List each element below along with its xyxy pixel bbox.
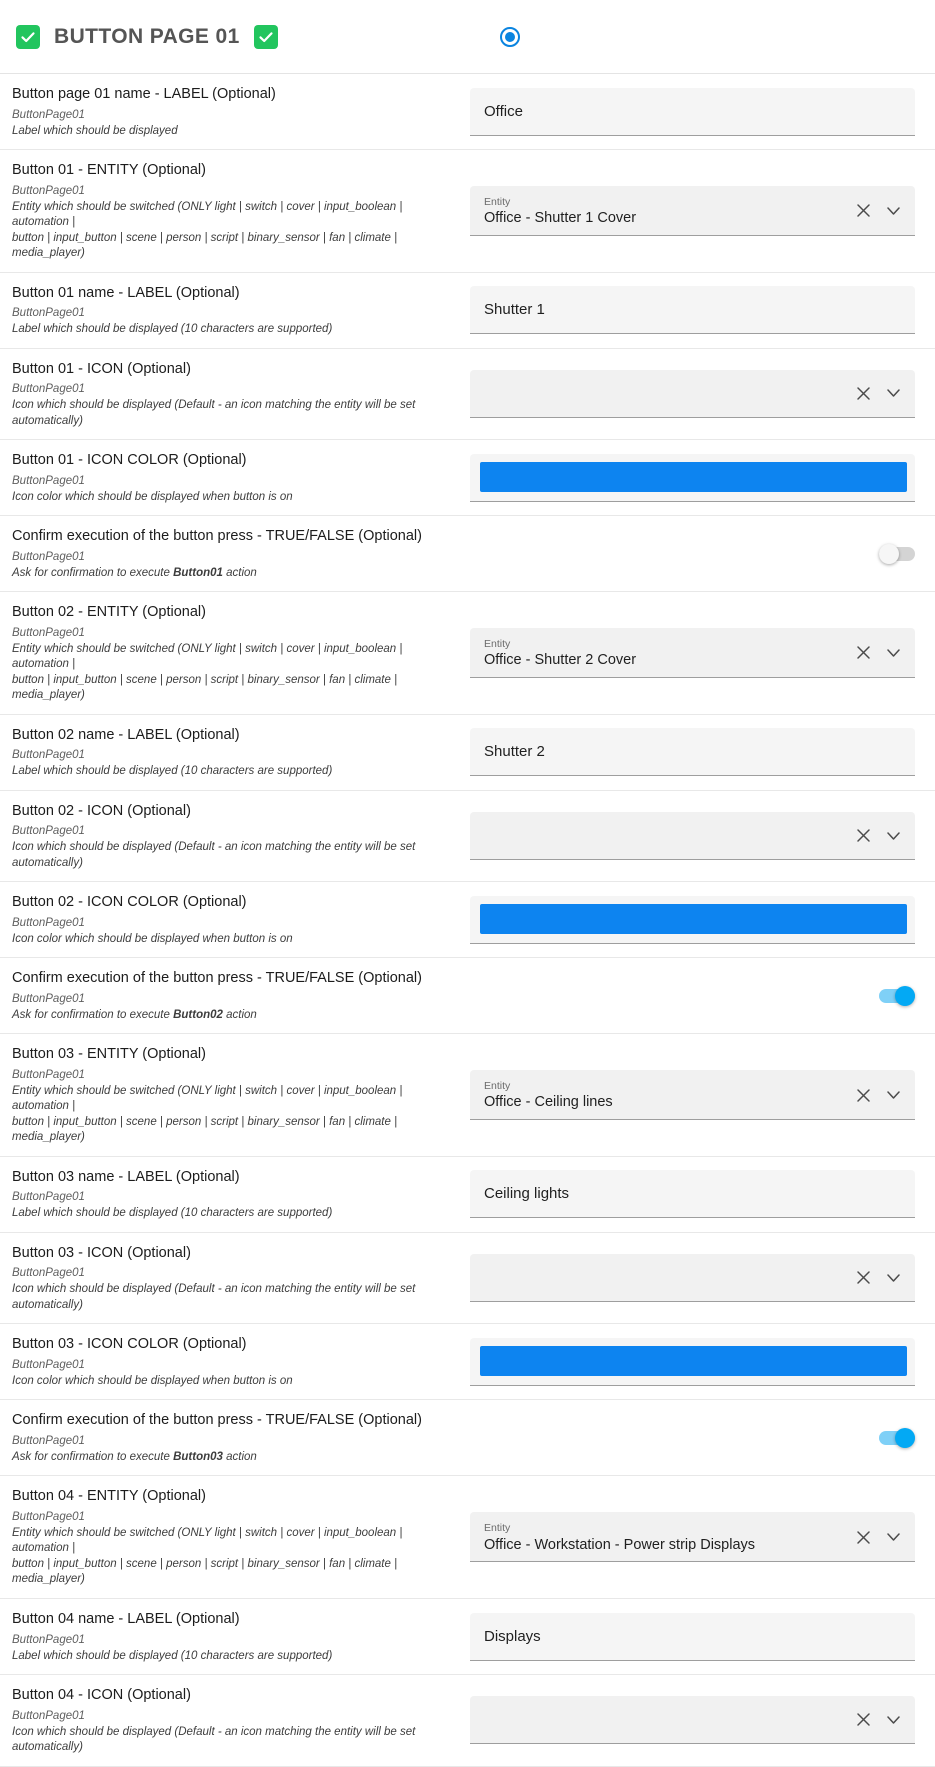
row-title: Button 02 - ICON (Optional) <box>12 802 191 819</box>
text-input[interactable] <box>470 88 915 136</box>
row-title: Button 03 - ICON COLOR (Optional) <box>12 1336 247 1353</box>
chevron-down-icon[interactable] <box>883 1085 903 1105</box>
row-label-cell <box>0 791 470 882</box>
text-input[interactable] <box>470 1170 915 1218</box>
confirm-toggle[interactable] <box>879 989 915 1003</box>
select-actions <box>853 1085 907 1105</box>
row-description: Icon which should be displayed (Default - an icon matching the entity will be set <box>12 1283 416 1296</box>
entity-select[interactable] <box>470 1512 915 1562</box>
row-label-cell <box>0 715 470 790</box>
row-label-cell <box>0 1233 470 1324</box>
settings-row <box>0 1675 935 1767</box>
row-description-prefix: Ask for confirmation to execute <box>12 566 174 579</box>
settings-row <box>0 349 935 441</box>
row-title: Button 01 name - LABEL (Optional) <box>12 284 240 301</box>
row-source-label: ButtonPage01 <box>12 1191 85 1204</box>
row-control-cell <box>470 1324 935 1399</box>
row-description: Icon which should be displayed (Default - an icon matching the entity will be set <box>12 841 416 854</box>
row-source-label: ButtonPage01 <box>12 383 85 396</box>
row-label-cell <box>0 1476 470 1598</box>
text-input-value: Shutter 2 <box>484 743 545 761</box>
row-control-cell <box>470 1599 935 1674</box>
icon-select[interactable] <box>470 812 915 860</box>
row-source-label: ButtonPage01 <box>12 1709 85 1722</box>
row-description: Label which should be displayed (10 characters are supported) <box>12 323 333 336</box>
page-title: BUTTON PAGE 01 <box>54 24 240 48</box>
clear-icon[interactable] <box>853 826 873 846</box>
text-input[interactable] <box>470 1613 915 1661</box>
row-control-cell <box>470 440 935 515</box>
row-source-label: ButtonPage01 <box>12 916 85 929</box>
row-description: Entity which should be switched (ONLY light | switch | cover | input_boolean | automation | <box>12 1526 403 1555</box>
row-title: Button 03 - ENTITY (Optional) <box>12 1046 206 1063</box>
clear-icon[interactable] <box>853 643 873 663</box>
toggle-knob[interactable] <box>895 1428 915 1448</box>
checkbox-checked-icon-secondary[interactable] <box>254 25 278 49</box>
row-description <box>12 566 458 582</box>
row-control-cell <box>470 150 935 272</box>
confirm-toggle[interactable] <box>879 547 915 561</box>
row-description-prefix: Ask for confirmation to execute <box>12 1008 174 1021</box>
row-source-label: ButtonPage01 <box>12 108 85 121</box>
row-label-cell <box>0 440 470 515</box>
select-float-label: Entity <box>484 637 511 650</box>
row-description-suffix: action <box>222 1450 257 1463</box>
row-label-cell <box>0 1034 470 1156</box>
row-description-continued: button | input_button | scene | person | script | binary_sensor | fan | climate | media_player) <box>12 673 398 702</box>
settings-row <box>0 440 935 516</box>
color-picker[interactable] <box>470 896 915 944</box>
settings-row <box>0 1034 935 1157</box>
row-control-cell <box>470 349 935 440</box>
row-description-suffix: action <box>222 1008 257 1021</box>
select-text <box>484 638 853 669</box>
row-description-continued: button | input_button | scene | person | script | binary_sensor | fan | climate | media_player) <box>12 1115 398 1144</box>
row-description: Label which should be displayed <box>12 124 178 137</box>
row-source-label: ButtonPage01 <box>12 184 85 197</box>
select-actions <box>853 201 907 221</box>
entity-select[interactable] <box>470 1070 915 1120</box>
row-description: Icon which should be displayed (Default - an icon matching the entity will be set <box>12 1725 416 1738</box>
settings-row <box>0 592 935 715</box>
row-title: Button 02 - ICON COLOR (Optional) <box>12 894 247 911</box>
row-source-label: ButtonPage01 <box>12 749 85 762</box>
settings-row <box>0 273 935 349</box>
row-source-label: ButtonPage01 <box>12 1358 85 1371</box>
row-title: Button 02 name - LABEL (Optional) <box>12 726 240 743</box>
row-description: Label which should be displayed (10 characters are supported) <box>12 765 333 778</box>
row-control-cell <box>470 958 935 1033</box>
settings-rows <box>0 74 935 1767</box>
page-header <box>0 0 935 74</box>
settings-row <box>0 715 935 791</box>
color-picker[interactable] <box>470 1338 915 1386</box>
select-actions <box>853 826 907 846</box>
row-title: Button 04 - ENTITY (Optional) <box>12 1488 206 1505</box>
select-value: Office - Workstation - Power strip Displays <box>484 1536 756 1553</box>
row-label-cell <box>0 273 470 348</box>
settings-row <box>0 958 935 1034</box>
row-source-label: ButtonPage01 <box>12 1267 85 1280</box>
entity-select[interactable] <box>470 186 915 236</box>
icon-select[interactable] <box>470 1696 915 1744</box>
row-control-cell <box>470 715 935 790</box>
toggle-knob[interactable] <box>879 544 899 564</box>
settings-row <box>0 1233 935 1325</box>
row-title: Button page 01 name - LABEL (Optional) <box>12 86 276 102</box>
chevron-down-icon[interactable] <box>883 826 903 846</box>
entity-select[interactable] <box>470 628 915 678</box>
clear-icon[interactable] <box>853 383 873 403</box>
row-description: Entity which should be switched (ONLY light | switch | cover | input_boolean | automation | <box>12 642 403 671</box>
row-label-cell <box>0 592 470 714</box>
row-label-cell <box>0 958 470 1033</box>
text-input[interactable] <box>470 286 915 334</box>
row-description: Icon color which should be displayed when button is on <box>12 490 293 503</box>
row-source-label: ButtonPage01 <box>12 307 85 320</box>
icon-select[interactable] <box>470 370 915 418</box>
row-title: Button 01 - ICON COLOR (Optional) <box>12 452 247 469</box>
checkbox-checked-icon[interactable] <box>16 25 40 49</box>
clear-icon[interactable] <box>853 201 873 221</box>
row-source-label: ButtonPage01 <box>12 550 85 563</box>
row-source-label: ButtonPage01 <box>12 1633 85 1646</box>
row-control-cell <box>470 1476 935 1598</box>
chevron-down-icon[interactable] <box>883 1710 903 1730</box>
row-label-cell <box>0 349 470 440</box>
settings-row <box>0 516 935 592</box>
row-description-continued: button | input_button | scene | person | script | binary_sensor | fan | climate | media_player) <box>12 1557 398 1586</box>
row-description-continued: automatically) <box>12 1298 83 1311</box>
row-control-cell <box>470 1034 935 1156</box>
text-input[interactable] <box>470 728 915 776</box>
clear-icon[interactable] <box>853 1527 873 1547</box>
select-value: Office - Shutter 1 Cover <box>484 210 637 227</box>
text-input-value: Office <box>484 102 523 120</box>
row-description-suffix: action <box>222 566 257 579</box>
select-value: Office - Ceiling lines <box>484 1094 613 1111</box>
row-control-cell <box>470 74 935 149</box>
row-title: Confirm execution of the button press - TRUE/FALSE (Optional) <box>12 528 422 545</box>
row-source-label: ButtonPage01 <box>12 1511 85 1523</box>
row-description-target: Button01 <box>173 566 223 579</box>
settings-row <box>0 1400 935 1476</box>
row-source-label: ButtonPage01 <box>12 626 85 639</box>
row-label-cell <box>0 1599 470 1674</box>
row-title: Button 04 name - LABEL (Optional) <box>12 1611 240 1627</box>
row-description-target: Button03 <box>173 1450 223 1463</box>
toggle-knob[interactable] <box>895 986 915 1006</box>
row-control-cell <box>470 592 935 714</box>
row-source-label: ButtonPage01 <box>12 1434 85 1447</box>
select-text <box>484 1080 853 1111</box>
row-control-cell <box>470 791 935 882</box>
text-input-value: Ceiling lights <box>484 1185 570 1203</box>
chevron-down-icon[interactable] <box>883 383 903 403</box>
row-description: Icon color which should be displayed when button is on <box>12 932 293 945</box>
row-description <box>12 1450 458 1466</box>
chevron-down-icon[interactable] <box>883 1527 903 1547</box>
row-description: Entity which should be switched (ONLY light | switch | cover | input_boolean | automation | <box>12 200 403 229</box>
select-float-label: Entity <box>484 1079 511 1092</box>
row-title: Button 02 - ENTITY (Optional) <box>12 604 206 621</box>
row-control-cell <box>470 1157 935 1232</box>
settings-row <box>0 1324 935 1400</box>
select-value: Office - Shutter 2 Cover <box>484 652 637 669</box>
text-input-value: Displays <box>484 1627 541 1645</box>
row-control-cell <box>470 273 935 348</box>
row-source-label: ButtonPage01 <box>12 1068 85 1081</box>
chevron-down-icon[interactable] <box>883 1268 903 1288</box>
row-description <box>12 1008 458 1024</box>
settings-row <box>0 74 935 150</box>
select-text <box>484 196 853 227</box>
color-swatch[interactable] <box>480 904 907 934</box>
settings-row <box>0 1476 935 1599</box>
row-title: Button 03 name - LABEL (Optional) <box>12 1168 240 1185</box>
row-control-cell <box>470 1675 935 1766</box>
row-description-continued: automatically) <box>12 414 83 427</box>
row-label-cell <box>0 74 470 149</box>
row-description: Icon which should be displayed (Default - an icon matching the entity will be set <box>12 399 416 412</box>
row-title: Button 01 - ENTITY (Optional) <box>12 162 206 179</box>
row-description-target: Button02 <box>173 1008 223 1021</box>
clear-icon[interactable] <box>853 1710 873 1730</box>
row-description: Label which should be displayed (10 characters are supported) <box>12 1649 333 1662</box>
select-float-label: Entity <box>484 1521 511 1534</box>
color-picker[interactable] <box>470 454 915 502</box>
row-label-cell <box>0 1157 470 1232</box>
row-title: Confirm execution of the button press - TRUE/FALSE (Optional) <box>12 970 422 987</box>
color-swatch[interactable] <box>480 462 907 492</box>
settings-row <box>0 791 935 883</box>
row-control-cell <box>470 882 935 957</box>
select-actions <box>853 1268 907 1288</box>
settings-row <box>0 1599 935 1675</box>
row-control-cell <box>470 1233 935 1324</box>
select-actions <box>853 383 907 403</box>
row-label-cell <box>0 1675 470 1766</box>
row-description-continued: automatically) <box>12 1741 83 1754</box>
confirm-toggle[interactable] <box>879 1431 915 1445</box>
clear-icon[interactable] <box>853 1085 873 1105</box>
row-description: Icon color which should be displayed when button is on <box>12 1374 293 1387</box>
row-title: Button 04 - ICON (Optional) <box>12 1687 191 1704</box>
row-label-cell <box>0 516 470 591</box>
row-source-label: ButtonPage01 <box>12 825 85 838</box>
row-source-label: ButtonPage01 <box>12 474 85 487</box>
select-float-label: Entity <box>484 195 511 208</box>
settings-row <box>0 150 935 273</box>
row-description-prefix: Ask for confirmation to execute <box>12 1450 174 1463</box>
row-description-continued: button | input_button | scene | person | script | binary_sensor | fan | climate | media_player) <box>12 231 398 260</box>
select-actions <box>853 1710 907 1730</box>
row-description: Entity which should be switched (ONLY light | switch | cover | input_boolean | automation | <box>12 1084 403 1113</box>
row-label-cell <box>0 882 470 957</box>
row-label-cell <box>0 1400 470 1475</box>
select-actions <box>853 1527 907 1547</box>
row-source-label: ButtonPage01 <box>12 992 85 1005</box>
row-control-cell <box>470 516 935 591</box>
settings-row <box>0 1157 935 1233</box>
row-description-continued: automatically) <box>12 856 83 869</box>
row-description: Label which should be displayed (10 characters are supported) <box>12 1207 333 1220</box>
row-label-cell <box>0 150 470 272</box>
row-label-cell <box>0 1324 470 1399</box>
text-input-value: Shutter 1 <box>484 301 545 319</box>
chevron-down-icon[interactable] <box>883 643 903 663</box>
row-control-cell <box>470 1400 935 1475</box>
settings-row <box>0 882 935 958</box>
select-actions <box>853 643 907 663</box>
row-title: Button 03 - ICON (Optional) <box>12 1244 191 1261</box>
chevron-down-icon[interactable] <box>883 201 903 221</box>
color-swatch[interactable] <box>480 1346 907 1376</box>
select-text <box>484 1522 853 1553</box>
icon-select[interactable] <box>470 1254 915 1302</box>
radio-selected-icon[interactable] <box>500 27 520 47</box>
clear-icon[interactable] <box>853 1268 873 1288</box>
row-title: Button 01 - ICON (Optional) <box>12 360 191 377</box>
row-title: Confirm execution of the button press - TRUE/FALSE (Optional) <box>12 1412 422 1429</box>
